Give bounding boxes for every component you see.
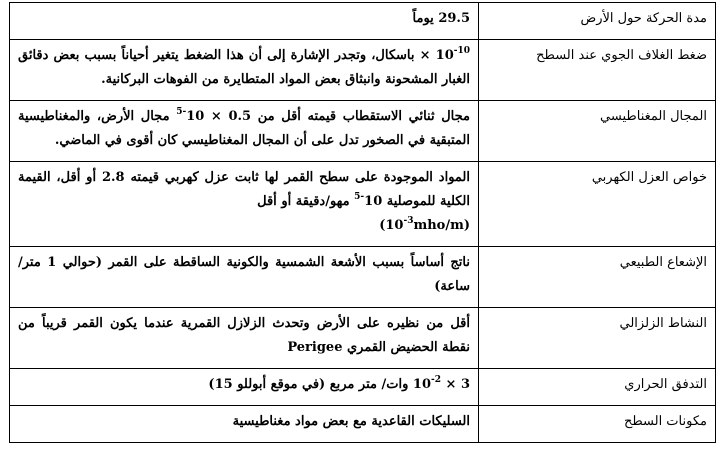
value-text: مجال الأرض، والمغناطيسية المتبقية في الصخور تدل على أن المجال المغناطيسي كان أقوى في الماضي. [18,109,470,148]
property-cell: المجال المغناطيسي [479,101,716,162]
value-text: المواد الموجودة على سطح القمر لها ثابت عزل كهربي قيمته 2.8 أو أقل، القيمة الكلية للموصلية 10 [18,170,470,209]
table-row [10,247,716,308]
value-unit [379,215,470,233]
value-text: وات/ متر مربع (في موقع أبوللو 15) [208,377,413,392]
property-cell: الإشعاع الطبيعي [479,247,716,308]
value-base: 10 [435,48,454,63]
value-exponent: -3 [403,215,414,226]
property-cell: النشاط الزلزالي [479,308,716,369]
value-cell [10,40,479,101]
value-text: باسكال، وتجدر الإشارة إلى أن هذا الضغط يتغير أحياناً بسبب بعض دقائق الغبار المشحونة وانبثاق بعض المواد المتطايرة من الفوهات البركانية. [18,48,470,87]
value-exponent: -2 [431,374,441,385]
table-row [10,101,716,162]
value-cell: ناتج أساساً بسبب الأشعة الشمسية والكونية الساقطة على القمر (حوالي 1 متر/ساعة) [10,247,479,308]
value-cell [10,369,479,406]
value-text: (10 [379,218,404,233]
value-exponent: -5 [176,106,187,117]
value-text: مجال ثنائي الاستقطاب قيمته أقل من 0.5 × 10 [186,109,470,124]
value-exponent: -10 [453,45,471,56]
table-row [10,369,716,406]
value-cell [10,101,479,162]
value-prefix [419,45,471,63]
property-cell: ضغط الغلاف الجوي عند السطح [479,40,716,101]
table-row [10,40,716,101]
table-row [10,406,716,443]
moon-properties-table [9,2,716,443]
property-cell: خواص العزل الكهربي [479,162,716,247]
value-times: × [419,48,436,63]
table-row [10,3,716,40]
value-cell [10,162,479,247]
property-cell: التدفق الحراري [479,369,716,406]
value-exponent: -5 [354,191,365,202]
property-cell: مكونات السطح [479,406,716,443]
value-cell: السليكات القاعدية مع بعض مواد مغناطيسية [10,406,479,443]
value-cell: 29.5 يوماً [10,3,479,40]
value-text: mho/m) [413,218,470,233]
property-cell: مدة الحركة حول الأرض [479,3,716,40]
table-row [10,162,716,247]
value-text: مهو/دقيقة أو أقل [257,194,355,209]
value-text: 3 × 10 [412,377,470,392]
value-cell: أقل من نظيره على الأرض وتحدث الزلازل القمرية عندما يكون القمر قريباً من نقطة الحضيض القمري Perigee [10,308,479,369]
table-row [10,308,716,369]
